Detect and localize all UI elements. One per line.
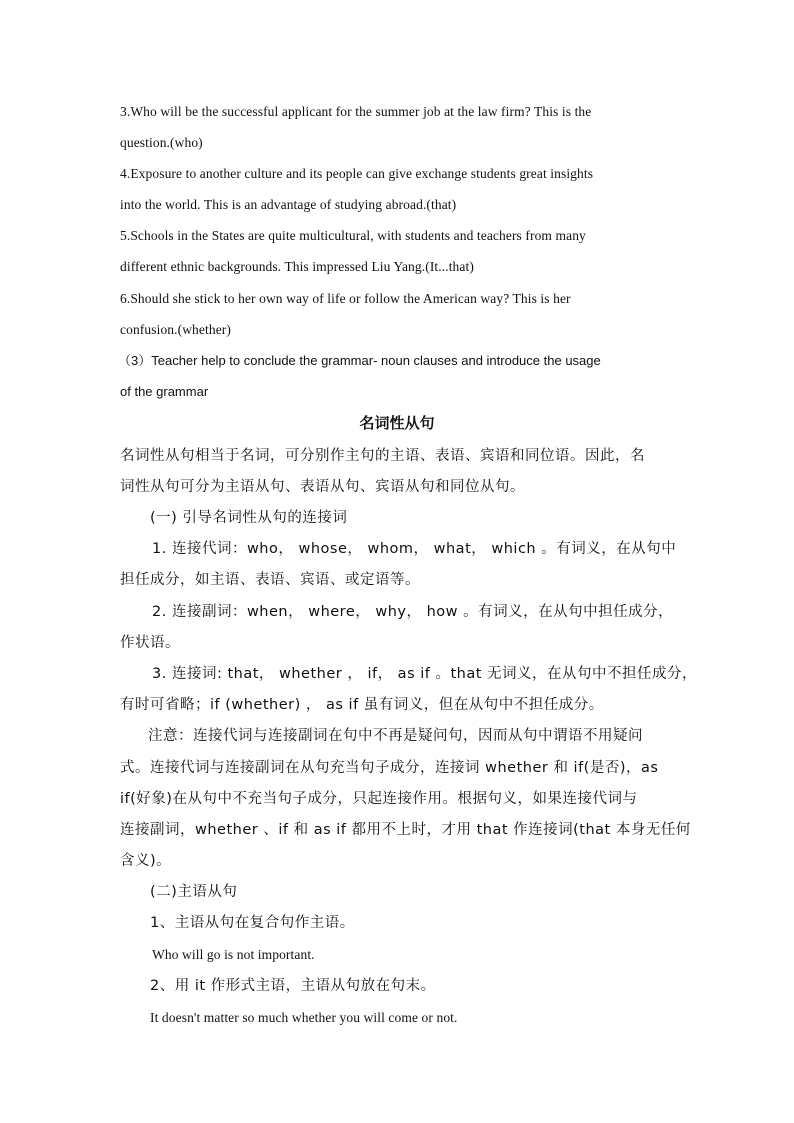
- note-line-2: 式。连接代词与连接副词在从句充当句子成分，连接词 whether 和 if(是否)，as: [120, 760, 659, 776]
- point-2-line-1: 2. 连接副词：when， where， why， how 。有词义，在从句中担任成分，: [152, 604, 674, 620]
- note-line-4: 连接副词，whether 、if 和 as if 都用不上时，才用 that 作连接词(that 本身无任何: [120, 822, 691, 838]
- exercise-5-line-2: different ethnic backgrounds. This impressed Liu Yang.(It...that): [120, 259, 474, 274]
- exercise-6-line-1: 6.Should she stick to her own way of life or follow the American way? This is her: [120, 291, 571, 306]
- section-title: 名词性从句: [359, 414, 435, 432]
- point-1-line-2: 担任成分，如主语、表语、宾语、或定语等。: [120, 572, 420, 588]
- note-line-1: 注意：连接代词与连接副词在句中不再是疑问句，因而从句中谓语不用疑问: [148, 728, 643, 744]
- exercise-3-line-2: question.(who): [120, 135, 203, 150]
- point-3-line-1: 3. 连接词: that， whether ， if， as if 。that 无词义，在从句中不担任成分，: [152, 666, 698, 682]
- example-2: It doesn't matter so much whether you will come or not.: [150, 1010, 458, 1025]
- intro-line-2: 词性从句可分为主语从句、表语从句、宾语从句和同位从句。: [120, 479, 525, 495]
- point-3-line-2: 有时可省略；if (whether) ， as if 虽有词义，但在从句中不担任成分。: [120, 697, 604, 713]
- subject-clause-rule-2: 2、用 it 作形式主语，主语从句放在句末。: [150, 978, 436, 994]
- note-line-5: 含义)。: [120, 853, 172, 869]
- exercise-4-line-1: 4.Exposure to another culture and its people can give exchange students great insights: [120, 166, 594, 181]
- exercise-3-line-1: 3.Who will be the successful applicant for the summer job at the law firm? This is the: [120, 104, 592, 119]
- intro-line-1: 名词性从句相当于名词，可分别作主句的主语、表语、宾语和同位语。因此，名: [120, 448, 645, 464]
- step-3-line-2: of the grammar: [120, 384, 209, 399]
- note-line-3: if(好象)在从句中不充当句子成分，只起连接作用。根据句义，如果连接代词与: [120, 791, 638, 807]
- subject-clause-rule-1: 1、主语从句在复合句作主语。: [150, 915, 355, 931]
- subheading-connectives: (一) 引导名词性从句的连接词: [150, 510, 348, 526]
- exercise-6-line-2: confusion.(whether): [120, 322, 231, 337]
- exercise-4-line-2: into the world. This is an advantage of studying abroad.(that): [120, 197, 457, 212]
- exercise-5-line-1: 5.Schools in the States are quite multicultural, with students and teachers from many: [120, 228, 586, 243]
- point-2-line-2: 作状语。: [120, 635, 180, 651]
- example-1: Who will go is not important.: [152, 947, 315, 962]
- point-1-line-1: 1. 连接代词：who， whose， whom， what， which 。有词义，在从句中: [152, 541, 677, 557]
- step-3-line-1: （3）Teacher help to conclude the grammar- noun clauses and introduce the usage: [118, 353, 601, 368]
- subheading-subject-clause: (二)主语从句: [150, 884, 238, 900]
